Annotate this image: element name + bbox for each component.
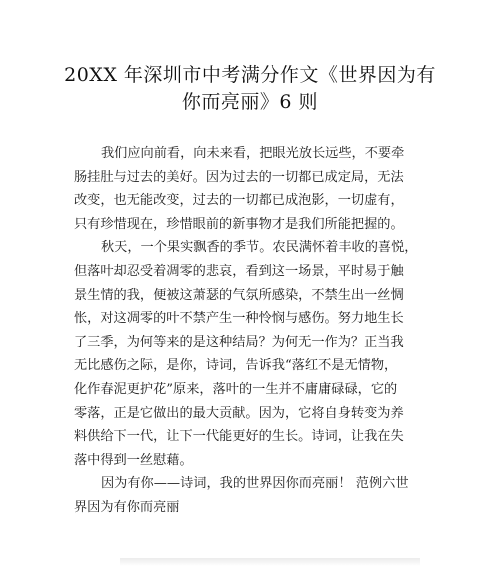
paragraph-line: 化作春泥更护花”原来，落叶的一生并不庸庸碌碌，它的 bbox=[74, 381, 398, 397]
essay-body bbox=[74, 142, 434, 520]
paragraph-line: 了三季，为何等来的是这种结局？为何无一作为？正当我 bbox=[74, 334, 404, 350]
paragraph-line: 零落，正是它做出的最大贡献。因为，它将自身转变为养 bbox=[74, 405, 404, 421]
paragraph-line: 景生情的我，便被这萧瑟的气氛所感染，不禁生出一丝惆 bbox=[74, 287, 404, 303]
paragraph-line: 肠挂肚与过去的美好。因为过去的一切都已成定局，无法 bbox=[74, 169, 404, 185]
paragraph-line: 只有珍惜现在，珍惜眼前的新事物才是我们所能把握的。 bbox=[74, 216, 404, 232]
next-line-fade bbox=[120, 558, 420, 566]
paragraph-line: 无比感伤之际，是你，诗词，告诉我“落红不是无情物， bbox=[74, 358, 398, 374]
paragraph-line: 秋天，一个果实飘香的季节。农民满怀着丰收的喜悦， bbox=[101, 240, 418, 256]
paragraph-line: 改变，也无能改变，过去的一切都已成泡影，一切虚有， bbox=[74, 193, 404, 209]
title-line-2: 你而亮丽》6 则 bbox=[181, 91, 319, 113]
paragraph-line: 界因为有你而亮丽 bbox=[74, 499, 180, 515]
document-title bbox=[60, 62, 440, 116]
paragraph-line: 料供给下一代，让下一代能更好的生长。诗词，让我在失 bbox=[74, 429, 404, 445]
paragraph-line: 我们应向前看，向未来看，把眼光放长远些，不要牵 bbox=[101, 146, 405, 161]
title-line-1: 20XX 年深圳市中考满分作文《世界因为有 bbox=[64, 64, 436, 86]
paragraph-line: 但落叶却忍受着凋零的悲哀，看到这一场景，平时易于触 bbox=[74, 263, 404, 279]
paragraph-line: 因为有你——诗词，我的世界因你而亮丽！ 范例六世 bbox=[101, 476, 409, 492]
paragraph-line: 落中得到一丝慰藉。 bbox=[74, 452, 193, 468]
paragraph-line: 怅，对这凋零的叶不禁产生一种怜悯与感伤。努力地生长 bbox=[74, 311, 404, 327]
